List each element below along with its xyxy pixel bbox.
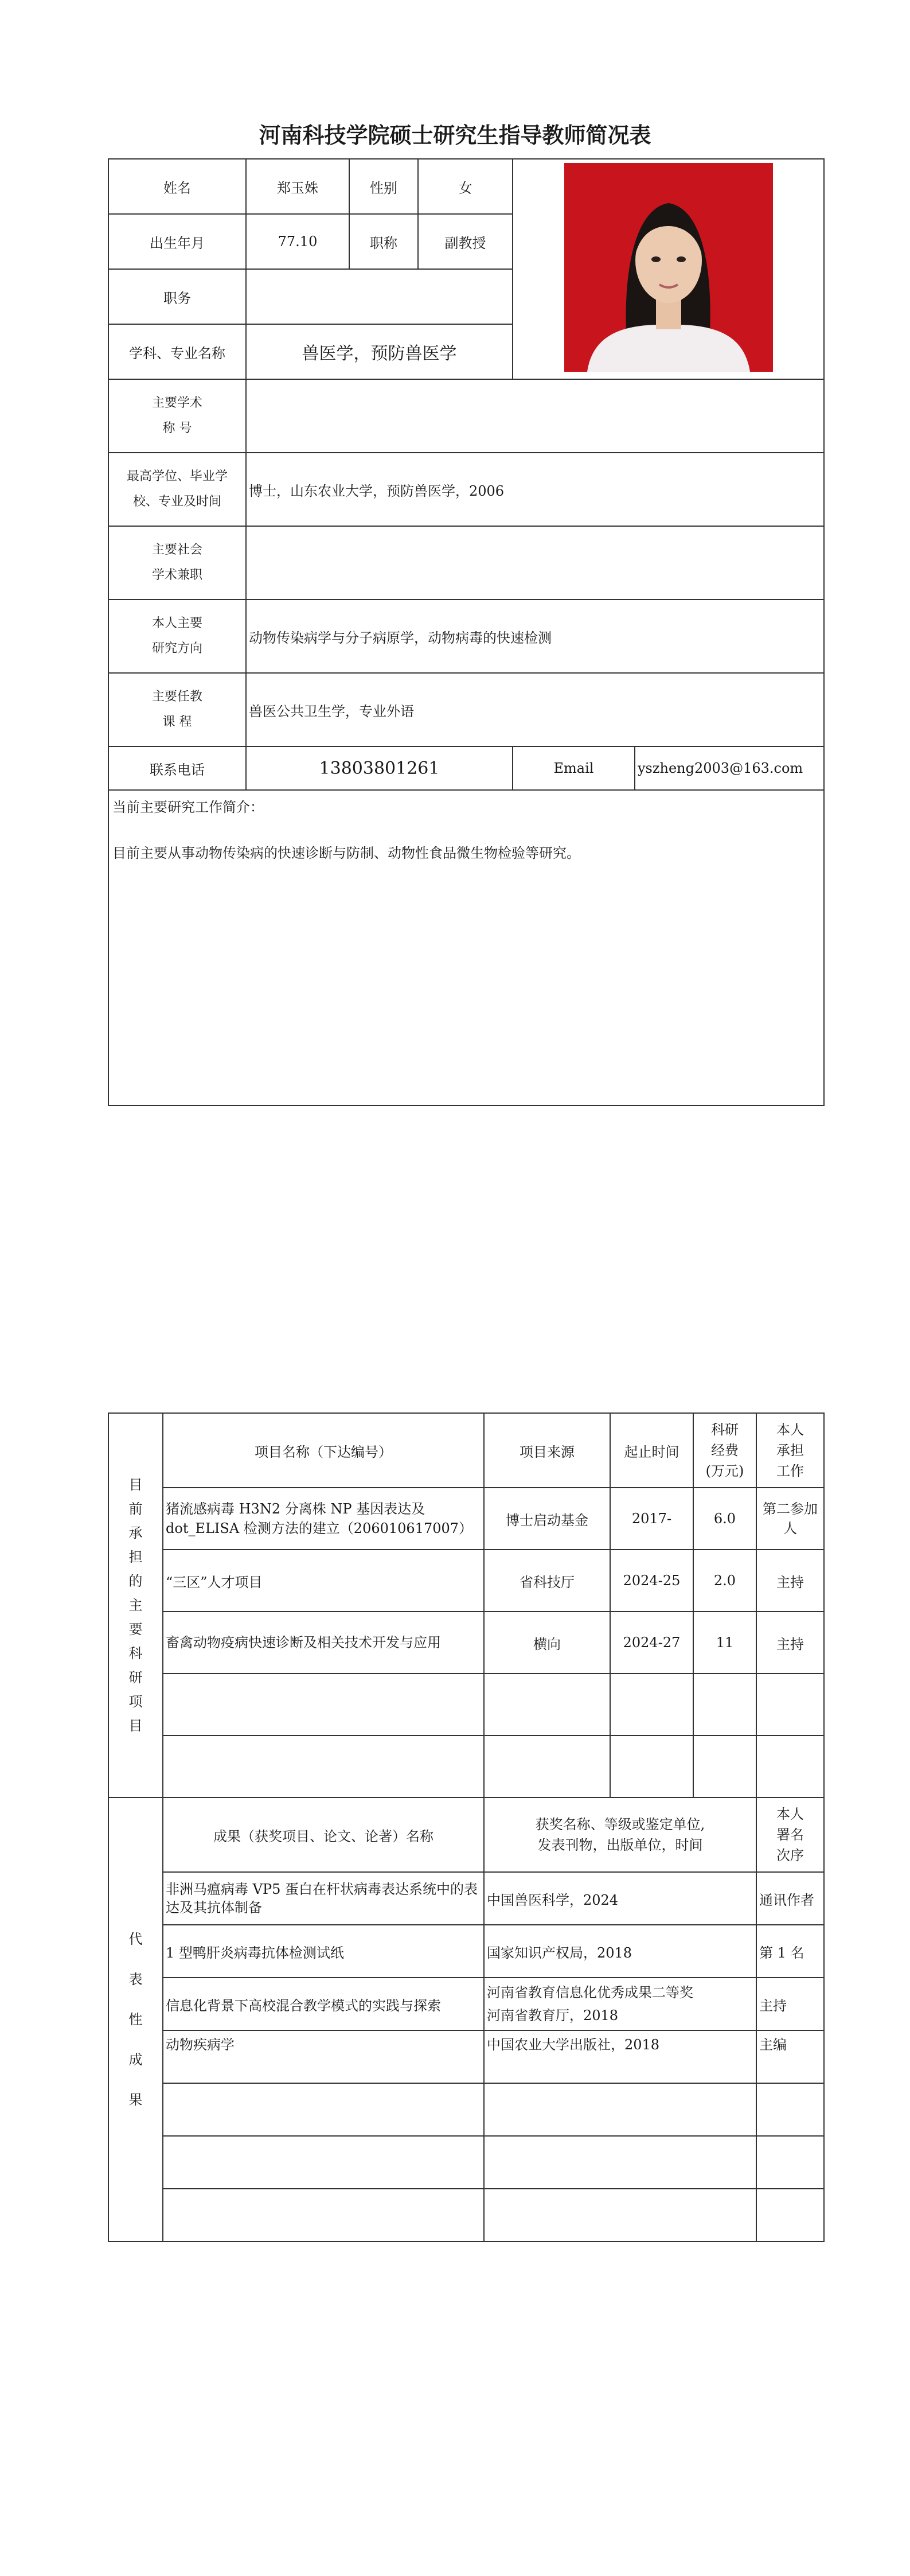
achievement-name [163,2136,484,2189]
title-value: 副教授 [418,214,513,269]
project-role [756,1736,824,1797]
project-funding: 2.0 [693,1550,756,1612]
project-period [610,1674,693,1736]
intro-heading: 当前主要研究工作简介： [112,799,264,815]
project-period: 2024-25 [610,1550,693,1612]
social-label-line-2: 学术兼职 [151,568,202,582]
achievement-name: 1 型鸭肝炎病毒抗体检测试纸 [163,1925,484,1978]
courses-label [108,673,246,746]
project-name: “三区”人才项目 [163,1550,484,1612]
discipline-label: 学科、专业名称 [108,324,246,379]
academic-title-value [246,379,824,453]
project-source [484,1674,610,1736]
achievement-name-header: 成果（获奖项目、论文、论著）名称 [163,1797,484,1872]
research-table [108,1412,825,2242]
achievement-row [108,2136,824,2189]
portrait-image [564,163,773,372]
achievement-award: 中国兽医科学，2024 [484,1872,756,1925]
project-source [484,1736,610,1797]
achievement-row [108,1872,824,1925]
project-period: 2024-27 [610,1612,693,1674]
achievements-section-label: 代 表 性 成 果 [108,1797,163,2242]
birth-label: 出生年月 [108,214,246,269]
project-row [108,1736,824,1797]
title-label: 职称 [349,214,418,269]
email-label: Email [513,746,635,790]
project-row [108,1674,824,1736]
project-source: 横向 [484,1612,610,1674]
project-name-header: 项目名称（下达编号） [163,1413,484,1488]
social-label-line-1: 主要社会 [151,543,202,557]
photo-cell [513,159,824,379]
project-funding: 6.0 [693,1488,756,1550]
position-value [246,269,513,324]
achievement-row [108,1925,824,1978]
achievement-row [108,2083,824,2136]
project-period: 2017- [610,1488,693,1550]
email-value: yszheng2003@163.com [635,746,824,790]
project-period [610,1736,693,1797]
degree-label-line-1: 最高学位、毕业学 [126,469,228,484]
social-value [246,526,824,600]
academic-title-label [108,379,246,453]
gender-value: 女 [418,159,513,214]
degree-label [108,453,246,526]
academic-title-label-line-2: 称 号 [162,421,192,435]
project-role: 主持 [756,1612,824,1674]
achievement-award [484,2083,756,2136]
achievement-award [484,2189,756,2242]
intro-cell [108,790,824,1106]
project-row [108,1550,824,1612]
project-funding-header: 科研 经费 (万元) [693,1413,756,1488]
project-name [163,1674,484,1736]
achievement-name: 动物疾病学 [163,2030,484,2083]
name-value: 郑玉姝 [246,159,349,214]
degree-label-line-2: 校、专业及时间 [132,495,221,509]
achievement-award-header: 获奖名称、等级或鉴定单位, 发表刊物，出版单位，时间 [484,1797,756,1872]
achievement-name: 非洲马瘟病毒 VP5 蛋白在杆状病毒表达系统中的表达及其抗体制备 [163,1872,484,1925]
achievement-order-header: 本人 署名 次序 [756,1797,824,1872]
projects-section-label: 目 前 承 担 的 主 要 科 研 项 目 [108,1413,163,1797]
achievement-award: 国家知识产权局，2018 [484,1925,756,1978]
project-role: 主持 [756,1550,824,1612]
project-funding [693,1736,756,1797]
project-source-header: 项目来源 [484,1413,610,1488]
project-name: 畜禽动物疫病快速诊断及相关技术开发与应用 [163,1612,484,1674]
phone-label: 联系电话 [108,746,246,790]
achievement-row [108,2030,824,2083]
research-label-line-2: 研究方向 [151,641,202,656]
research-label [108,600,246,673]
achievement-award: 河南省教育信息化优秀成果二等奖 河南省教育厅，2018 [484,1978,756,2030]
courses-value: 兽医公共卫生学，专业外语 [246,673,824,746]
achievement-award [484,2136,756,2189]
achievement-order: 通讯作者 [756,1872,824,1925]
page-title: 河南科技学院硕士研究生指导教师简况表 [259,123,651,148]
project-name [163,1736,484,1797]
project-period-header: 起止时间 [610,1413,693,1488]
project-role: 第二参加人 [756,1488,824,1550]
achievement-order [756,2136,824,2189]
project-row [108,1488,824,1550]
social-label [108,526,246,600]
achievement-award: 中国农业大学出版社，2018 [484,2030,756,2083]
achievement-order: 主编 [756,2030,824,2083]
achievement-name [163,2189,484,2242]
research-label-line-1: 本人主要 [151,616,202,631]
project-role [756,1674,824,1736]
profile-table [108,158,825,1106]
achievement-name [163,2083,484,2136]
courses-label-line-2: 课 程 [162,715,192,729]
achievement-row [108,1978,824,2030]
achievement-name: 信息化背景下高校混合教学模式的实践与探索 [163,1978,484,2030]
project-source: 省科技厅 [484,1550,610,1612]
achievement-order [756,2189,824,2242]
birth-value: 77.10 [246,214,349,269]
name-label: 姓名 [108,159,246,214]
academic-title-label-line-1: 主要学术 [151,396,202,410]
project-source: 博士启动基金 [484,1488,610,1550]
phone-value: 13803801261 [246,746,513,790]
research-value: 动物传染病学与分子病原学，动物病毒的快速检测 [246,600,824,673]
position-label: 职务 [108,269,246,324]
discipline-value: 兽医学，预防兽医学 [246,324,513,379]
project-funding [693,1674,756,1736]
achievement-order: 主持 [756,1978,824,2030]
achievement-order [756,2083,824,2136]
intro-text: 目前主要从事动物传染病的快速诊断与防制、动物性食品微生物检验等研究。 [112,845,580,861]
project-role-header: 本人 承担 工作 [756,1413,824,1488]
achievement-row [108,2189,824,2242]
project-name: 猪流感病毒 H3N2 分离株 NP 基因表达及 dot_ELISA 检测方法的建立（206010617007） [163,1488,484,1550]
gender-label: 性别 [349,159,418,214]
courses-label-line-1: 主要任教 [151,690,202,704]
project-funding: 11 [693,1612,756,1674]
project-row [108,1612,824,1674]
achievement-order: 第 1 名 [756,1925,824,1978]
degree-value: 博士，山东农业大学，预防兽医学，2006 [246,453,824,526]
portrait-photo [564,163,773,372]
